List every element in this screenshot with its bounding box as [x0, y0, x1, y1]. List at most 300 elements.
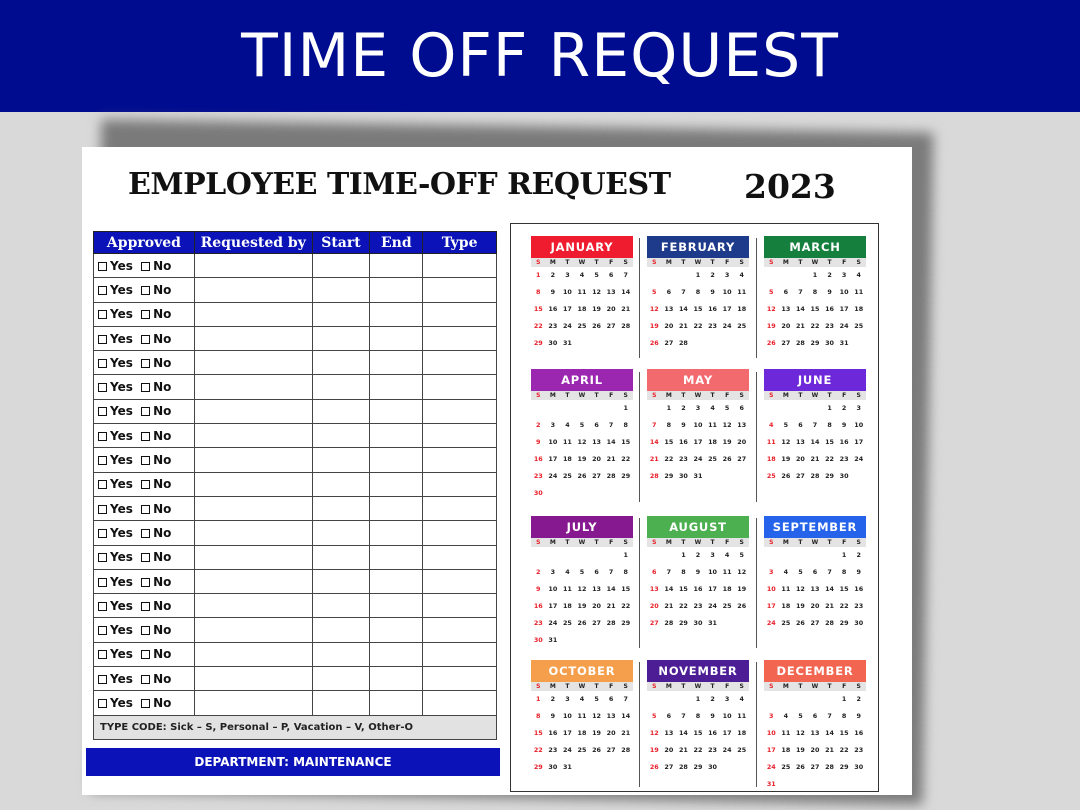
blank-day	[575, 547, 590, 564]
calendar-day: 14	[621, 288, 631, 296]
yes-label: Yes	[110, 574, 133, 589]
requested-by-cell[interactable]	[194, 472, 312, 496]
calendar-day: 14	[825, 585, 835, 593]
day-grid	[531, 691, 633, 776]
approved-cell	[94, 302, 195, 326]
requested-by-cell[interactable]	[194, 667, 312, 691]
yes-checkbox[interactable]	[98, 262, 107, 271]
calendar-day: 30	[854, 619, 864, 627]
calendar-day: 9	[841, 421, 847, 429]
yes-label: Yes	[110, 550, 133, 565]
table-row	[94, 375, 497, 399]
start-cell[interactable]	[312, 375, 370, 399]
calendar-day: 21	[606, 602, 616, 610]
calendar-day: 19	[781, 455, 791, 463]
calendar-day: 10	[854, 421, 864, 429]
start-cell[interactable]	[312, 594, 370, 618]
start-cell[interactable]	[312, 618, 370, 642]
month-header: APRIL	[531, 369, 633, 391]
calendar-day: 28	[795, 339, 805, 347]
calendar-day: 10	[693, 421, 703, 429]
column-divider	[639, 518, 640, 648]
end-cell[interactable]	[370, 594, 423, 618]
end-cell[interactable]	[370, 496, 423, 520]
no-checkbox[interactable]	[141, 286, 150, 295]
weekday-letter: W	[811, 392, 819, 399]
end-cell[interactable]	[370, 254, 423, 278]
calendar-day: 4	[783, 568, 789, 576]
end-cell[interactable]	[370, 569, 423, 593]
calendar-day: 18	[722, 585, 732, 593]
type-cell[interactable]	[423, 448, 497, 472]
start-cell[interactable]	[312, 351, 370, 375]
blank-day	[531, 547, 546, 564]
weekday-letter: T	[681, 259, 686, 266]
start-cell[interactable]	[312, 472, 370, 496]
yes-checkbox[interactable]	[98, 578, 107, 587]
calendar-day: 11	[577, 288, 587, 296]
calendar-day: 22	[533, 322, 543, 330]
calendar-day: 23	[854, 602, 864, 610]
yes-checkbox[interactable]	[98, 432, 107, 441]
form-sheet	[82, 147, 912, 795]
calendar-day: 16	[693, 585, 703, 593]
start-cell[interactable]	[312, 448, 370, 472]
requested-by-cell[interactable]	[194, 375, 312, 399]
weekday-letter: S	[536, 683, 541, 690]
calendar-day: 6	[652, 568, 657, 576]
approved-cell	[94, 545, 195, 569]
calendar-day: 23	[693, 602, 703, 610]
calendar-day: 28	[606, 472, 616, 480]
end-cell[interactable]	[370, 351, 423, 375]
calendar-day: 21	[678, 322, 688, 330]
no-checkbox[interactable]	[141, 626, 150, 635]
calendar-day: 13	[592, 438, 602, 446]
calendar-day: 13	[606, 288, 616, 296]
start-cell[interactable]	[312, 326, 370, 350]
end-cell[interactable]	[370, 691, 423, 715]
start-cell[interactable]	[312, 278, 370, 302]
type-cell[interactable]	[423, 569, 497, 593]
top-banner	[0, 0, 1080, 112]
calendar-day: 21	[825, 602, 835, 610]
start-cell[interactable]	[312, 302, 370, 326]
end-cell[interactable]	[370, 472, 423, 496]
request-table	[93, 231, 497, 716]
calendar-day: 8	[841, 568, 847, 576]
end-cell[interactable]	[370, 642, 423, 666]
weekday-letter: S	[739, 259, 744, 266]
no-label: No	[153, 355, 172, 370]
no-checkbox[interactable]	[141, 359, 150, 368]
yes-checkbox[interactable]	[98, 480, 107, 489]
end-cell[interactable]	[370, 375, 423, 399]
calendar-day: 13	[795, 438, 805, 446]
requested-by-cell[interactable]	[194, 569, 312, 593]
requested-by-cell[interactable]	[194, 278, 312, 302]
column-divider	[639, 372, 640, 502]
yes-checkbox[interactable]	[98, 675, 107, 684]
blank-day	[676, 267, 691, 284]
calendar-day: 16	[708, 729, 718, 737]
blank-day	[546, 547, 561, 564]
calendar-day: 20	[737, 438, 747, 446]
blank-day	[793, 691, 808, 708]
start-cell[interactable]	[312, 642, 370, 666]
type-cell[interactable]	[423, 521, 497, 545]
type-cell[interactable]	[423, 375, 497, 399]
calendar-day: 28	[649, 472, 659, 480]
end-cell[interactable]	[370, 448, 423, 472]
weekday-letter: T	[710, 259, 715, 266]
calendar-day: 1	[681, 551, 686, 559]
calendar-day: 24	[693, 455, 703, 463]
weekday-letter: F	[725, 259, 730, 266]
weekday-letter: S	[769, 683, 774, 690]
weekday-letter: M	[782, 683, 789, 690]
calendar-day: 28	[678, 339, 688, 347]
calendar-day: 8	[841, 712, 847, 720]
type-cell[interactable]	[423, 472, 497, 496]
type-cell[interactable]	[423, 667, 497, 691]
calendar-day: 2	[856, 551, 861, 559]
calendar-day: 1	[841, 695, 847, 703]
yes-checkbox[interactable]	[98, 505, 107, 514]
weekday-header	[647, 391, 749, 400]
weekday-letter: S	[769, 392, 774, 399]
start-cell[interactable]	[312, 667, 370, 691]
weekday-letter: T	[827, 259, 832, 266]
yes-checkbox[interactable]	[98, 286, 107, 295]
start-cell[interactable]	[312, 496, 370, 520]
calendar-day: 4	[856, 271, 861, 279]
blank-day	[822, 691, 837, 708]
no-label: No	[153, 258, 172, 273]
type-code-note: TYPE CODE: Sick – S, Personal – P, Vacation – V, Other-O	[93, 716, 497, 740]
no-checkbox[interactable]	[141, 432, 150, 441]
start-cell[interactable]	[312, 424, 370, 448]
no-checkbox[interactable]	[141, 602, 150, 611]
day-grid	[764, 267, 866, 352]
no-checkbox[interactable]	[141, 578, 150, 587]
yes-checkbox[interactable]	[98, 602, 107, 611]
calendar-day: 30	[548, 339, 558, 347]
calendar-day: 18	[781, 602, 791, 610]
yes-label: Yes	[110, 307, 133, 322]
calendar-day: 4	[565, 421, 570, 429]
calendar-day: 26	[795, 763, 805, 771]
yes-checkbox[interactable]	[98, 383, 107, 392]
end-cell[interactable]	[370, 326, 423, 350]
calendar-day: 18	[781, 746, 791, 754]
approved-cell	[94, 254, 195, 278]
approved-cell	[94, 399, 195, 423]
calendar-day: 13	[781, 305, 791, 313]
year-calendar	[510, 223, 879, 792]
weekday-letter: W	[694, 539, 702, 546]
weekday-letter: S	[739, 539, 744, 546]
month-header: SEPTEMBER	[764, 516, 866, 538]
end-cell[interactable]	[370, 667, 423, 691]
type-cell[interactable]	[423, 254, 497, 278]
no-checkbox[interactable]	[141, 675, 150, 684]
column-divider	[756, 518, 757, 648]
type-cell[interactable]	[423, 278, 497, 302]
calendar-day: 3	[695, 404, 701, 412]
yes-label: Yes	[110, 331, 133, 346]
calendar-day: 19	[795, 602, 805, 610]
calendar-day: 11	[708, 421, 718, 429]
requested-by-cell[interactable]	[194, 424, 312, 448]
calendar-day: 13	[737, 421, 747, 429]
calendar-day: 16	[548, 729, 558, 737]
calendar-day: 29	[621, 472, 631, 480]
calendar-day: 12	[649, 305, 659, 313]
calendar-day: 2	[550, 695, 556, 703]
yes-checkbox[interactable]	[98, 456, 107, 465]
end-cell[interactable]	[370, 521, 423, 545]
blank-day	[662, 691, 677, 708]
weekday-header	[764, 391, 866, 400]
no-checkbox[interactable]	[141, 310, 150, 319]
end-cell[interactable]	[370, 399, 423, 423]
yes-checkbox[interactable]	[98, 650, 107, 659]
month-march	[764, 236, 866, 352]
yes-label: Yes	[110, 671, 133, 686]
calendar-day: 26	[722, 455, 732, 463]
calendar-day: 2	[827, 271, 832, 279]
end-cell[interactable]	[370, 618, 423, 642]
calendar-day: 27	[781, 339, 791, 347]
month-header: NOVEMBER	[647, 660, 749, 682]
calendar-day: 18	[577, 305, 587, 313]
calendar-day: 29	[839, 619, 849, 627]
calendar-day: 12	[795, 729, 805, 737]
start-cell[interactable]	[312, 254, 370, 278]
type-cell[interactable]	[423, 691, 497, 715]
calendar-day: 20	[781, 322, 791, 330]
blank-day	[808, 691, 823, 708]
calendar-day: 22	[839, 746, 849, 754]
requested-by-cell[interactable]	[194, 521, 312, 545]
calendar-day: 18	[562, 602, 572, 610]
weekday-letter: T	[594, 683, 599, 690]
column-divider	[756, 662, 757, 787]
calendar-day: 25	[781, 619, 791, 627]
requested-by-cell[interactable]	[194, 642, 312, 666]
calendar-day: 20	[649, 602, 659, 610]
calendar-day: 24	[548, 619, 558, 627]
calendar-day: 30	[693, 619, 703, 627]
calendar-day: 9	[856, 712, 861, 720]
type-cell[interactable]	[423, 351, 497, 375]
calendar-day: 6	[812, 712, 818, 720]
calendar-day: 26	[781, 472, 791, 480]
type-cell[interactable]	[423, 424, 497, 448]
weekday-letter: F	[842, 392, 847, 399]
calendar-day: 14	[649, 438, 659, 446]
column-divider	[756, 372, 757, 502]
calendar-day: 27	[606, 746, 616, 754]
no-checkbox[interactable]	[141, 553, 150, 562]
calendar-day: 27	[606, 322, 616, 330]
calendar-day: 29	[533, 339, 543, 347]
requested-by-cell[interactable]	[194, 448, 312, 472]
start-cell[interactable]	[312, 545, 370, 569]
start-cell[interactable]	[312, 521, 370, 545]
no-checkbox[interactable]	[141, 335, 150, 344]
no-checkbox[interactable]	[141, 262, 150, 271]
calendar-day: 3	[724, 695, 730, 703]
calendar-day: 15	[664, 438, 674, 446]
type-cell[interactable]	[423, 642, 497, 666]
yes-label: Yes	[110, 623, 133, 638]
day-grid	[764, 691, 866, 793]
start-cell[interactable]	[312, 691, 370, 715]
weekday-header	[531, 391, 633, 400]
calendar-day: 19	[766, 322, 776, 330]
calendar-day: 24	[722, 322, 732, 330]
weekday-letter: S	[856, 539, 861, 546]
yes-checkbox[interactable]	[98, 529, 107, 538]
calendar-day: 4	[739, 695, 744, 703]
approved-cell	[94, 375, 195, 399]
calendar-day: 24	[548, 472, 558, 480]
calendar-day: 11	[562, 438, 572, 446]
calendar-day: 16	[839, 438, 849, 446]
type-cell[interactable]	[423, 618, 497, 642]
yes-checkbox[interactable]	[98, 310, 107, 319]
requested-by-cell[interactable]	[194, 496, 312, 520]
weekday-letter: S	[652, 259, 657, 266]
calendar-day: 5	[652, 288, 657, 296]
start-cell[interactable]	[312, 569, 370, 593]
requested-by-cell[interactable]	[194, 594, 312, 618]
calendar-day: 7	[681, 288, 686, 296]
calendar-day: 29	[664, 472, 674, 480]
requested-by-cell[interactable]	[194, 691, 312, 715]
weekday-letter: S	[856, 259, 861, 266]
calendar-day: 14	[678, 729, 688, 737]
requested-by-cell[interactable]	[194, 254, 312, 278]
no-label: No	[153, 598, 172, 613]
calendar-day: 18	[577, 729, 587, 737]
calendar-day: 10	[548, 438, 558, 446]
weekday-letter: T	[594, 259, 599, 266]
calendar-day: 28	[678, 763, 688, 771]
no-checkbox[interactable]	[141, 456, 150, 465]
type-cell[interactable]	[423, 302, 497, 326]
type-cell[interactable]	[423, 399, 497, 423]
requested-by-cell[interactable]	[194, 302, 312, 326]
header-end: End	[370, 232, 423, 254]
weekday-letter: W	[578, 392, 586, 399]
weekday-letter: W	[811, 539, 819, 546]
type-cell[interactable]	[423, 326, 497, 350]
calendar-day: 22	[533, 746, 543, 754]
calendar-day: 25	[708, 455, 718, 463]
month-may	[647, 369, 749, 485]
requested-by-cell[interactable]	[194, 326, 312, 350]
calendar-day: 1	[536, 271, 541, 279]
no-label: No	[153, 380, 172, 395]
calendar-day: 31	[766, 780, 776, 788]
start-cell[interactable]	[312, 399, 370, 423]
calendar-day: 26	[766, 339, 776, 347]
no-checkbox[interactable]	[141, 529, 150, 538]
approved-cell	[94, 326, 195, 350]
month-october	[531, 660, 633, 776]
no-checkbox[interactable]	[141, 650, 150, 659]
requested-by-cell[interactable]	[194, 351, 312, 375]
requested-by-cell[interactable]	[194, 545, 312, 569]
yes-checkbox[interactable]	[98, 699, 107, 708]
calendar-day: 28	[664, 619, 674, 627]
yes-checkbox[interactable]	[98, 359, 107, 368]
yes-checkbox[interactable]	[98, 335, 107, 344]
calendar-day: 24	[839, 322, 849, 330]
calendar-day: 31	[562, 339, 572, 347]
weekday-letter: W	[694, 392, 702, 399]
weekday-header	[647, 258, 749, 267]
calendar-day: 18	[737, 305, 747, 313]
calendar-day: 20	[810, 602, 820, 610]
calendar-day: 15	[810, 305, 820, 313]
weekday-letter: T	[594, 539, 599, 546]
type-cell[interactable]	[423, 594, 497, 618]
no-checkbox[interactable]	[141, 505, 150, 514]
weekday-letter: W	[578, 259, 586, 266]
blank-day	[808, 547, 823, 564]
end-cell[interactable]	[370, 545, 423, 569]
calendar-day: 23	[533, 472, 543, 480]
requested-by-cell[interactable]	[194, 618, 312, 642]
no-checkbox[interactable]	[141, 383, 150, 392]
column-divider	[639, 238, 640, 358]
calendar-day: 25	[737, 746, 747, 754]
calendar-day: 20	[606, 729, 616, 737]
calendar-day: 27	[592, 619, 602, 627]
weekday-letter: F	[842, 539, 847, 546]
end-cell[interactable]	[370, 278, 423, 302]
no-checkbox[interactable]	[141, 407, 150, 416]
type-cell[interactable]	[423, 545, 497, 569]
month-header: FEBRUARY	[647, 236, 749, 258]
requested-by-cell[interactable]	[194, 399, 312, 423]
calendar-day: 14	[795, 305, 805, 313]
yes-checkbox[interactable]	[98, 626, 107, 635]
no-checkbox[interactable]	[141, 699, 150, 708]
calendar-day: 6	[594, 568, 599, 576]
type-cell[interactable]	[423, 496, 497, 520]
calendar-day: 17	[708, 585, 718, 593]
weekday-letter: S	[652, 392, 657, 399]
blank-day	[676, 691, 691, 708]
yes-checkbox[interactable]	[98, 407, 107, 416]
calendar-day: 3	[565, 695, 570, 703]
table-row	[94, 278, 497, 302]
approved-cell	[94, 569, 195, 593]
weekday-letter: S	[623, 392, 628, 399]
calendar-day: 24	[766, 763, 776, 771]
calendar-day: 15	[621, 438, 631, 446]
end-cell[interactable]	[370, 424, 423, 448]
end-cell[interactable]	[370, 302, 423, 326]
yes-checkbox[interactable]	[98, 553, 107, 562]
no-checkbox[interactable]	[141, 480, 150, 489]
weekday-letter: T	[827, 392, 832, 399]
